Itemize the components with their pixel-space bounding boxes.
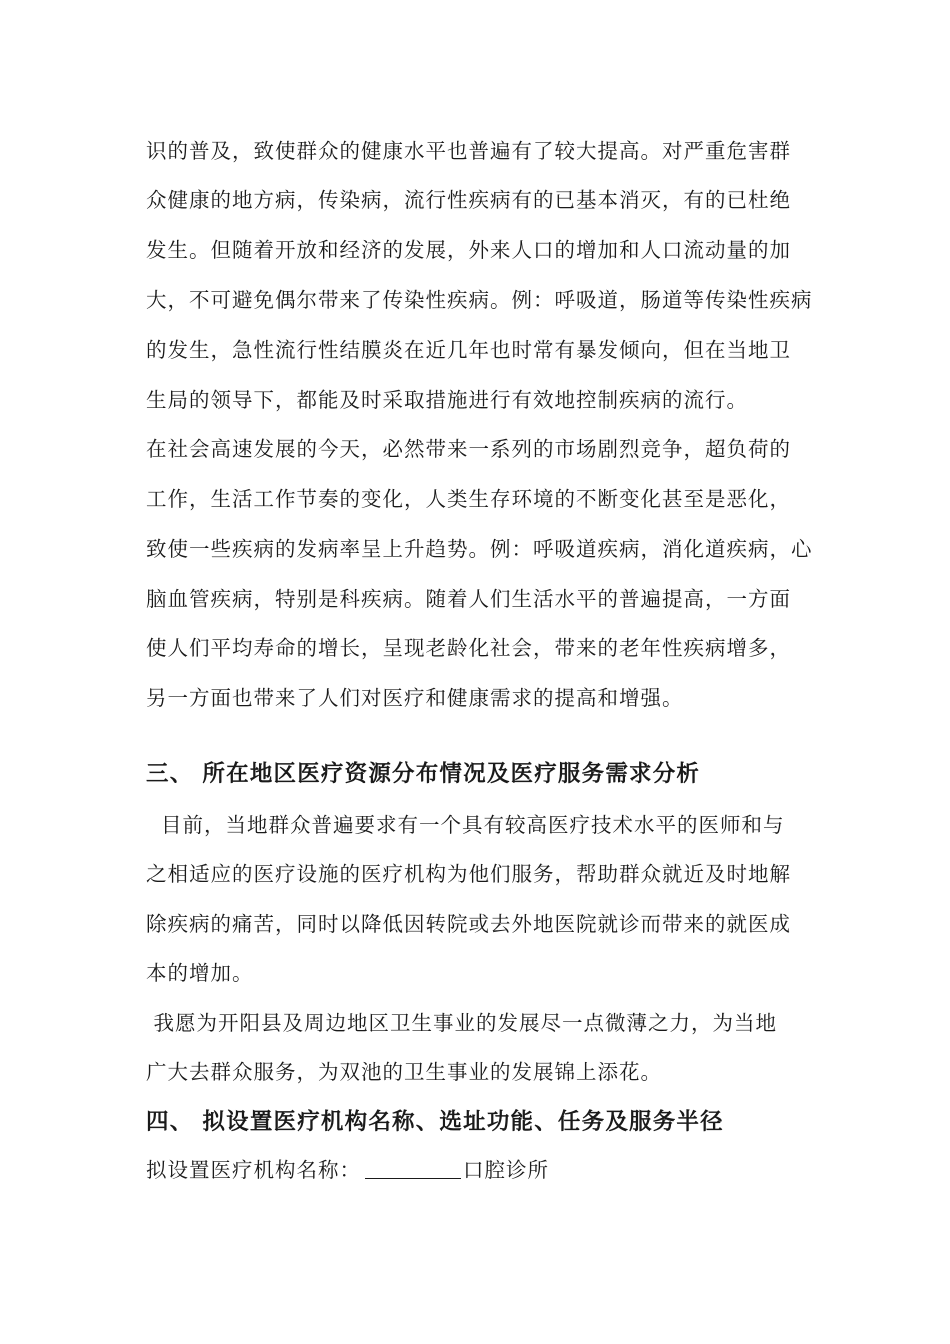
text-line: 在社会高速发展的今天，必然带来一系列的市场剧烈竞争，超负荷的 [146, 437, 791, 461]
institution-name-suffix: 口腔诊所 [463, 1158, 549, 1182]
text-line: 发生。但随着开放和经济的发展，外来人口的增加和人口流动量的加 [146, 238, 791, 262]
text-line: 生局的领导下，都能及时采取措施进行有效地控制疾病的流行。 [146, 388, 748, 412]
text-line: 除疾病的痛苦，同时以降低因转院或去外地医院就诊而带来的就医成 [146, 912, 791, 936]
text-line: 众健康的地方病，传染病，流行性疾病有的已基本消灭，有的已杜绝 [146, 188, 791, 212]
institution-name-line [146, 1160, 810, 1181]
text-line: 我愿为开阳县及周边地区卫生事业的发展尽一点微薄之力，为当地 [146, 1011, 778, 1035]
text-line: 脑血管疾病，特别是科疾病。随着人们生活水平的普遍提高，一方面 [146, 587, 791, 611]
text-line: 广大去群众服务，为双池的卫生事业的发展锦上添花。 [146, 1060, 662, 1084]
text-line: 另一方面也带来了人们对医疗和健康需求的提高和增强。 [146, 686, 684, 710]
text-line: 大，不可避免偶尔带来了传染性疾病。例：呼吸道，肠道等传染性疾病 [146, 288, 813, 312]
text-line: 的发生，急性流行性结膜炎在近几年也时常有暴发倾向，但在当地卫 [146, 338, 791, 362]
text-line: 使人们平均寿命的增长，呈现老龄化社会，带来的老年性疾病增多， [146, 636, 791, 660]
text-line: 致使一些疾病的发病率呈上升趋势。例：呼吸道疾病，消化道疾病，心 [146, 537, 813, 561]
text-line: 识的普及，致使群众的健康水平也普遍有了较大提高。对严重危害群 [146, 139, 791, 163]
fill-in-blank [365, 1160, 461, 1179]
section-heading: 三、 所在地区医疗资源分布情况及医疗服务需求分析 [146, 761, 701, 787]
text-line: 目前，当地群众普遍要求有一个具有较高医疗技术水平的医师和与 [146, 813, 785, 837]
section-heading: 四、 拟设置医疗机构名称、选址功能、任务及服务半径 [146, 1109, 724, 1135]
text-line: 本的增加。 [146, 961, 254, 985]
text-line: 工作，生活工作节奏的变化，人类生存环境的不断变化甚至是恶化， [146, 487, 791, 511]
institution-name-label: 拟设置医疗机构名称： [146, 1158, 361, 1182]
text-line: 之相适应的医疗设施的医疗机构为他们服务，帮助群众就近及时地解 [146, 862, 791, 886]
